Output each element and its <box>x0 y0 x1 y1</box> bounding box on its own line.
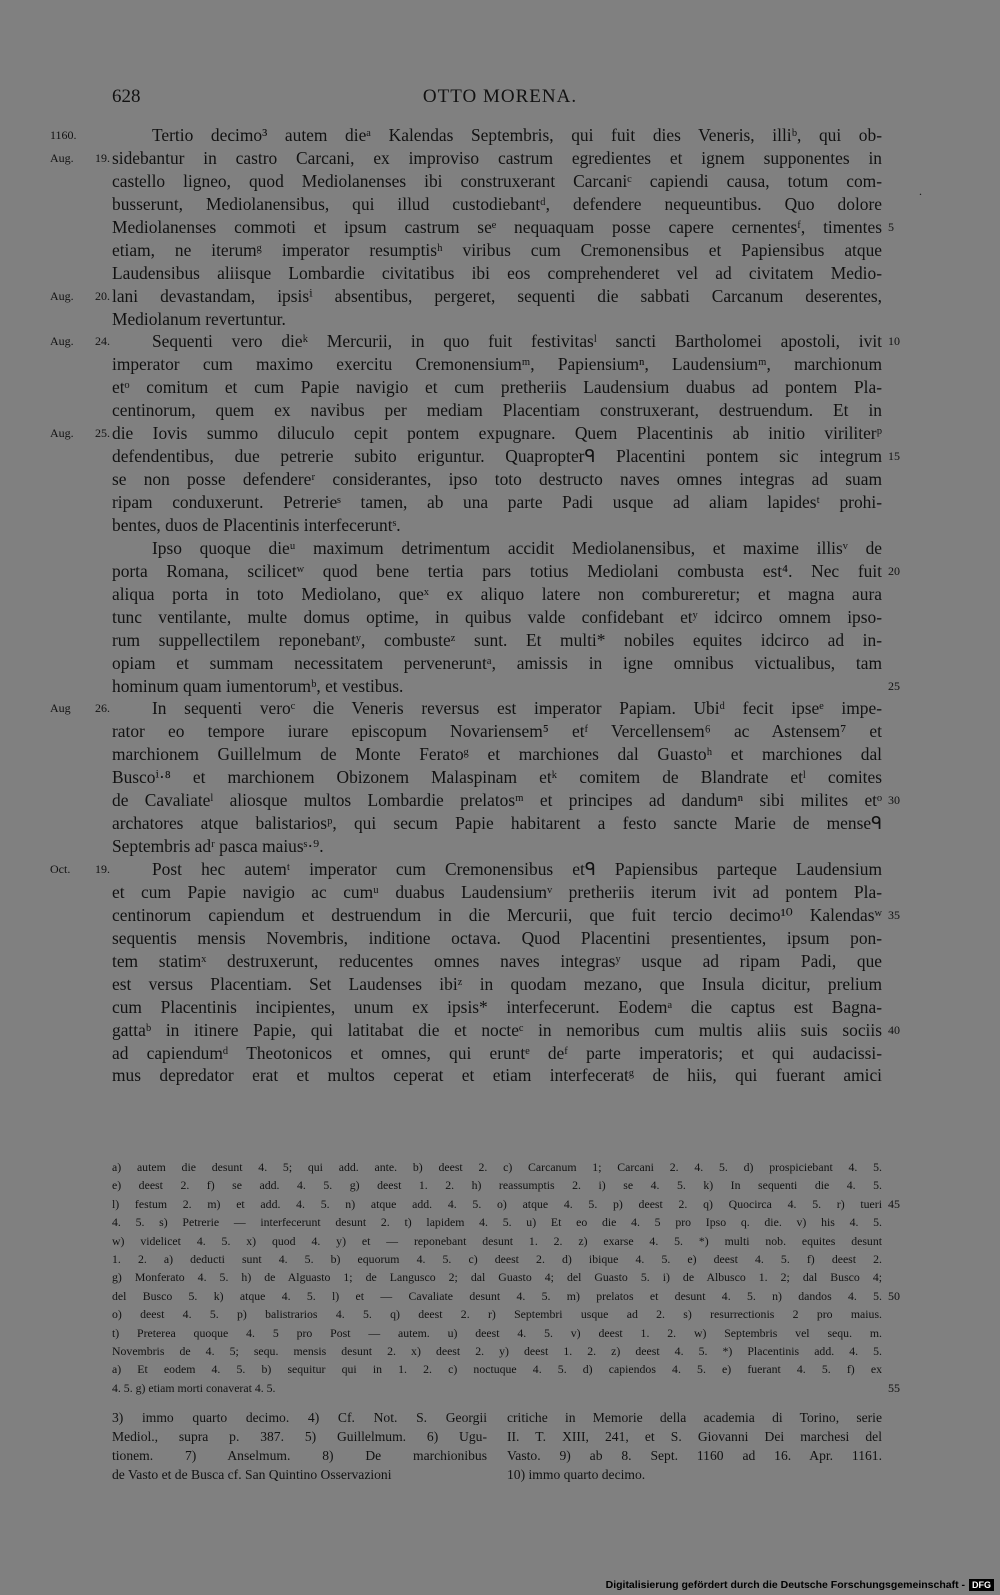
line-text: de Cavaliateˡ aliosque multos Lombardie prelatosᵐ et principes ad dandumⁿ sibi milites etᵒ <box>112 790 882 811</box>
text-line <box>112 583 882 606</box>
line-number: 25 <box>888 678 900 693</box>
line-text: 4. 5. g) etiam morti conaverat 4. 5. <box>112 1380 276 1395</box>
line-text: defendentibus, due petrerie subito eriguntur. Quapropterᑫ Placentini pontem sic integrum <box>112 446 882 467</box>
line-number: 20 <box>888 563 900 578</box>
line-text: bentes, duos de Placentinis interfeceruntˢ. <box>112 514 401 535</box>
line-text: lani devastandam, ipsisⁱ absentibus, pergeret, sequenti die sabbati Carcanum deserentes, <box>112 285 882 306</box>
line-text: Sequenti vero dieᵏ Mercurii, in quo fuit festivitasˡ sancti Bartholomei apostoli, ivit <box>152 331 882 352</box>
line-text: archatores atque balistariosᵖ, qui secum Papie habitarent a festo sancte Marie de menseᑫ <box>112 813 882 834</box>
note-line: II. T. XIII, 241, et S. Giovanni Dei marchesi del <box>507 1429 882 1444</box>
line-text: o) deest 4. 5. p) balistrarios 4. 5. q) deest 2. r) Septembri usque ad 2. s) resurrectionis 2 pro maius. <box>112 1307 882 1322</box>
line-number: 50 <box>888 1288 900 1303</box>
text-line <box>112 491 882 514</box>
line-text: e) deest 2. f) se add. 4. 5. g) deest 1. 2. h) reassumptis 2. i) se 4. 5. k) In sequenti die 4. 5. <box>112 1178 882 1193</box>
line-text: del Busco 5. k) atque 4. 5. l) et — Cavaliate desunt 4. 5. m) prelatos et desunt 4. 5. n) dandos 4. 5. <box>112 1288 882 1303</box>
line-text: 1. 2. a) deducti sunt 4. 5. b) equorum 4. 5. c) deest 2. d) ibique 4. 5. e) deest 4. 5. f) deest 2. <box>112 1251 882 1266</box>
line-text: Ipso quoque dieᵘ maximum detrimentum accidit Mediolanensibus, et maxime illisᵛ de <box>152 537 882 558</box>
line-text: marchionem Guillelmum de Monte Feratoᵍ et marchiones dal Guastoʰ et marchiones dal <box>112 744 882 765</box>
line-number: 10 <box>888 334 900 349</box>
critical-apparatus <box>112 1158 900 1397</box>
text-line <box>112 881 882 904</box>
margin-date: 1160. <box>50 128 77 142</box>
line-text: g) Monferato 4. 5. h) de Alguasto 1; de Langusco 2; dal Guasto 4; del Guasto 5. i) de Albusco 1. 2; dal Busco 4; <box>112 1270 882 1285</box>
line-text: In sequenti veroᶜ die Veneris reversus est imperator Papiam. Ubiᵈ fecit ipseᵉ impe- <box>152 698 882 719</box>
text-line <box>112 629 882 652</box>
text-line <box>112 353 882 376</box>
text-line <box>50 285 882 308</box>
text-line <box>112 675 900 698</box>
line-text: die Iovis summo diluculo cepit pontem expugnare. Quem Placentinis ab initio viriliterᵖ <box>112 423 882 444</box>
footnote-line <box>112 1213 882 1231</box>
editor-notes <box>112 1408 882 1484</box>
footnote-line <box>112 1158 882 1176</box>
line-text: a) autem die desunt 4. 5; qui add. ante. b) deest 2. c) Carcanum 1; Carcani 2. 4. 5. d) prospiciebant 4. 5. <box>112 1160 882 1174</box>
stray-mark: . <box>919 184 922 198</box>
text-line <box>112 193 882 216</box>
text-line <box>112 743 882 766</box>
margin-date: Aug. 24. <box>50 334 110 349</box>
footnote-line <box>112 1250 882 1268</box>
footnote-line <box>112 1379 900 1397</box>
line-text: castello ligneo, quod Mediolanenses ibi construxerant Carcaniᶜ capiendi causa, totum com- <box>112 170 882 191</box>
text-line <box>112 606 882 629</box>
line-text: ripam conduxerunt. Petrerieˢ tamen, ab una parte Padi usque ad aliam lapidesᵗ prohi- <box>112 492 882 512</box>
note-line: tionem. 7) Anselmum. 8) De marchionibus <box>112 1448 487 1463</box>
margin-date: Aug. 20. <box>50 288 110 303</box>
note-line: critiche in Memorie della academia di Torino, serie <box>507 1410 882 1425</box>
text-line <box>112 1064 882 1087</box>
line-text: etiam, ne iterumᵍ imperator resumptisʰ viribus cum Cremonensibus et Papiensibus atque <box>112 239 882 260</box>
line-text: a) Et eodem 4. 5. b) sequitur qui in 1. 2. c) noctuque 4. 5. d) capiendos 4. 5. e) fuerant 4. 5. f) ex <box>112 1362 882 1377</box>
line-text: hominum quam iumentorumᵇ, et vestibus. <box>112 675 404 696</box>
line-text: 4. 5. s) Petrerie — interfecerunt desunt 2. t) lapidem 4. 5. u) Et eo die 4. 5 pro Ipso q. die. v) his 4. 5. <box>112 1215 882 1230</box>
line-text: ad capiendumᵈ Theotonicos et omnes, qui eruntᵉ deᶠ parte imperatoris; et qui audacissi- <box>112 1042 882 1063</box>
line-text: Laudensibus aliisque Lombardie civitatibus ibi eos comprehenderet vel ad civitatem Medio- <box>112 262 882 283</box>
footnote-line <box>112 1268 882 1286</box>
margin-date: Oct. 19. <box>50 862 110 876</box>
line-text: centinorum capiendum et destruendum in die Mercurii, que fuit tercio decimo¹⁰ Kalendasʷ <box>112 904 882 925</box>
line-text: tunc ventilante, multe domus optime, in quibus valde confidebant etʸ idcirco omnem ipso- <box>112 606 882 627</box>
footnote-line <box>112 1324 882 1342</box>
text-line <box>112 927 882 950</box>
text-line <box>112 308 882 331</box>
line-text: rator eo tempore iurare episcopum Novariensem⁵ etᶠ Vercellensem⁶ ac Astensem⁷ et <box>112 721 882 742</box>
text-line <box>112 904 900 927</box>
text-line <box>112 1042 882 1065</box>
line-text: Buscoⁱ·⁸ et marchionem Obizonem Malaspinam etᵏ comitem de Blandrate etˡ comites <box>112 767 882 788</box>
line-text: mus depredator erat et multos ceperat et etiam interfeceratᵍ de hiis, qui fuerant amici <box>112 1065 882 1086</box>
note-line: Mediol., supra p. 387. 5) Guillelmum. 6) Ugu- <box>112 1429 487 1444</box>
text-line <box>112 399 882 422</box>
line-number: 35 <box>888 907 900 922</box>
main-text <box>50 124 900 1087</box>
text-line <box>50 858 882 881</box>
line-text: rum suppellectilem reponebantʸ, combusteᶻ sunt. Et multi* nobiles equites idcirco ad in- <box>112 629 882 650</box>
text-line <box>112 789 900 812</box>
text-line <box>112 514 882 537</box>
text-line <box>112 720 882 743</box>
note-line: Vasto. 9) ab 8. Sept. 1160 ad 16. Apr. 1161. <box>507 1448 882 1463</box>
text-line <box>50 422 882 445</box>
line-number: 55 <box>888 1380 900 1395</box>
line-text: sequentis mensis Novembris, inditione octava. Quod Placentini presentientes, ipsum pon- <box>112 927 882 948</box>
text-line <box>50 124 882 147</box>
notes-left-column <box>112 1408 487 1484</box>
text-line <box>112 239 882 262</box>
line-number: 15 <box>888 449 900 464</box>
line-text: porta Romana, scilicetʷ quod bene tertia pars totius Mediolani combusta est⁴. Nec fuit <box>112 560 882 581</box>
line-text: imperator cum maximo exercitu Cremonensiumᵐ, Papiensiumⁿ, Laudensiumᵐ, marchionum <box>112 354 882 375</box>
page-number: 628 <box>112 86 141 107</box>
line-text: centinorum, quem ex navibus per mediam Placentiam construxerant, destruendum. Et in <box>112 400 882 421</box>
text-line <box>112 996 882 1019</box>
line-text: sidebantur in castro Carcani, ex improviso castrum egredientes et ignem supponentes in <box>112 147 882 168</box>
dfg-logo: DFG <box>969 1579 994 1591</box>
text-line <box>112 560 900 583</box>
margin-date: Aug. 19. <box>50 150 110 165</box>
line-text: l) festum 2. m) et add. 4. 5. n) atque add. 4. 5. o) atque 4. 5. p) deest 2. q) Quocirca 4. 5. r) tueri <box>112 1196 882 1211</box>
line-text: se non posse defendereʳ considerantes, ipso toto destructo naves omnes integras ad suam <box>112 469 882 490</box>
line-text: busserunt, Mediolanensibus, qui illud custodiebantᵈ, defendere nequeuntibus. Quo dolore <box>112 193 882 214</box>
notes-right-column <box>507 1408 882 1484</box>
line-text: tem statimˣ destruxerunt, reducentes omnes naves integrasʸ usque ad ripam Padi, que <box>112 950 882 971</box>
line-text: Mediolanum revertuntur. <box>112 308 286 329</box>
line-text: w) videlicet 4. 5. x) quod 4. y) et — reponebant desunt 1. 2. z) exarse 4. 5. *) multi nob. equites desunt <box>112 1233 882 1248</box>
text-line <box>50 330 900 353</box>
line-text: Post hec autemᵗ imperator cum Cremonensibus etᑫ Papiensibus parteque Laudensium <box>152 859 882 879</box>
text-line <box>112 170 882 193</box>
text-line <box>50 697 882 720</box>
line-text: et cum Papie navigio ac cumᵘ duabus Laudensiumᵛ pretheriis iterum ivit ad pontem Pla- <box>112 881 882 902</box>
text-line <box>112 950 882 973</box>
text-line <box>112 468 882 491</box>
line-text: cum Placentinis incipientes, unum ex ipsis* interfecerunt. Eodemᵃ die captus est Bagna- <box>112 996 882 1017</box>
text-line <box>112 537 882 560</box>
text-line <box>112 445 900 468</box>
text-line <box>112 376 882 399</box>
text-line <box>112 835 882 858</box>
line-text: aliqua porta in toto Mediolano, queˣ ex aliquo latere non combureretur; et magna aura <box>112 583 882 604</box>
line-text: Mediolanenses commoti et ipsum castrum seᵉ nequaquam posse capere cernentesᶠ, timentes <box>112 216 882 237</box>
note-line: 10) immo quarto decimo. <box>507 1467 646 1482</box>
text-line <box>112 812 882 835</box>
text-line <box>112 1019 900 1042</box>
footnote-line <box>112 1176 882 1194</box>
footer-text: Digitalisierung gefördert durch die Deutsche Forschungsgemeinschaft - <box>605 1579 965 1591</box>
text-line <box>112 216 894 239</box>
footnote-line <box>112 1360 882 1378</box>
running-title: OTTO MORENA. <box>422 86 578 107</box>
line-text: Tertio decimo³ autem dieᵃ Kalendas Septembris, qui fuit dies Veneris, illiᵇ, qui ob- <box>152 125 882 145</box>
note-line: de Vasto et de Busca cf. San Quintino Osservazioni <box>112 1467 392 1482</box>
margin-date: Aug 26. <box>50 701 110 716</box>
line-number: 5 <box>888 219 894 234</box>
text-line <box>112 652 882 675</box>
line-number: 30 <box>888 793 900 808</box>
footnote-line <box>112 1342 882 1360</box>
line-text: est versus Placentiam. Set Laudenses ibiᶻ in quodam mezano, que Insula dicitur, prelium <box>112 973 882 994</box>
line-text: Septembris adʳ pasca maiusˢ·⁹. <box>112 836 324 857</box>
footer-credit <box>606 1579 994 1591</box>
note-line: 3) immo quarto decimo. 4) Cf. Not. S. Georgii <box>112 1410 487 1425</box>
footnote-line <box>112 1232 882 1250</box>
footnote-line <box>112 1195 900 1213</box>
margin-date: Aug. 25. <box>50 426 110 441</box>
footnote-line <box>112 1287 900 1305</box>
text-line <box>112 262 882 285</box>
page-header <box>0 86 1000 116</box>
line-text: etᵒ comitum et cum Papie navigio et cum pretheriis Laudensium duabus ad pontem Pla- <box>112 377 882 398</box>
text-line <box>112 973 882 996</box>
line-number: 45 <box>888 1196 900 1211</box>
text-line <box>50 147 882 170</box>
line-text: t) Preterea quoque 4. 5 pro Post — autem. u) deest 4. 5. v) deest 1. 2. w) Septembris vel sequ. m. <box>112 1325 882 1340</box>
line-number: 40 <box>888 1022 900 1037</box>
line-text: gattaᵇ in itinere Papie, qui latitabat die et nocteᶜ in nemoribus cum multis aliis suis sociis <box>112 1019 882 1040</box>
footnote-line <box>112 1305 882 1323</box>
line-text: Novembris de 4. 5; sequ. mensis desunt 2. x) deest 2. y) deest 1. 2. z) deest 4. 5. *) Placentinis add. 4. 5. <box>112 1343 882 1358</box>
line-text: opiam et summam necessitatem perveneruntᵃ, amissis in igne omnibus victualibus, tam <box>112 652 882 673</box>
text-line <box>112 766 882 789</box>
